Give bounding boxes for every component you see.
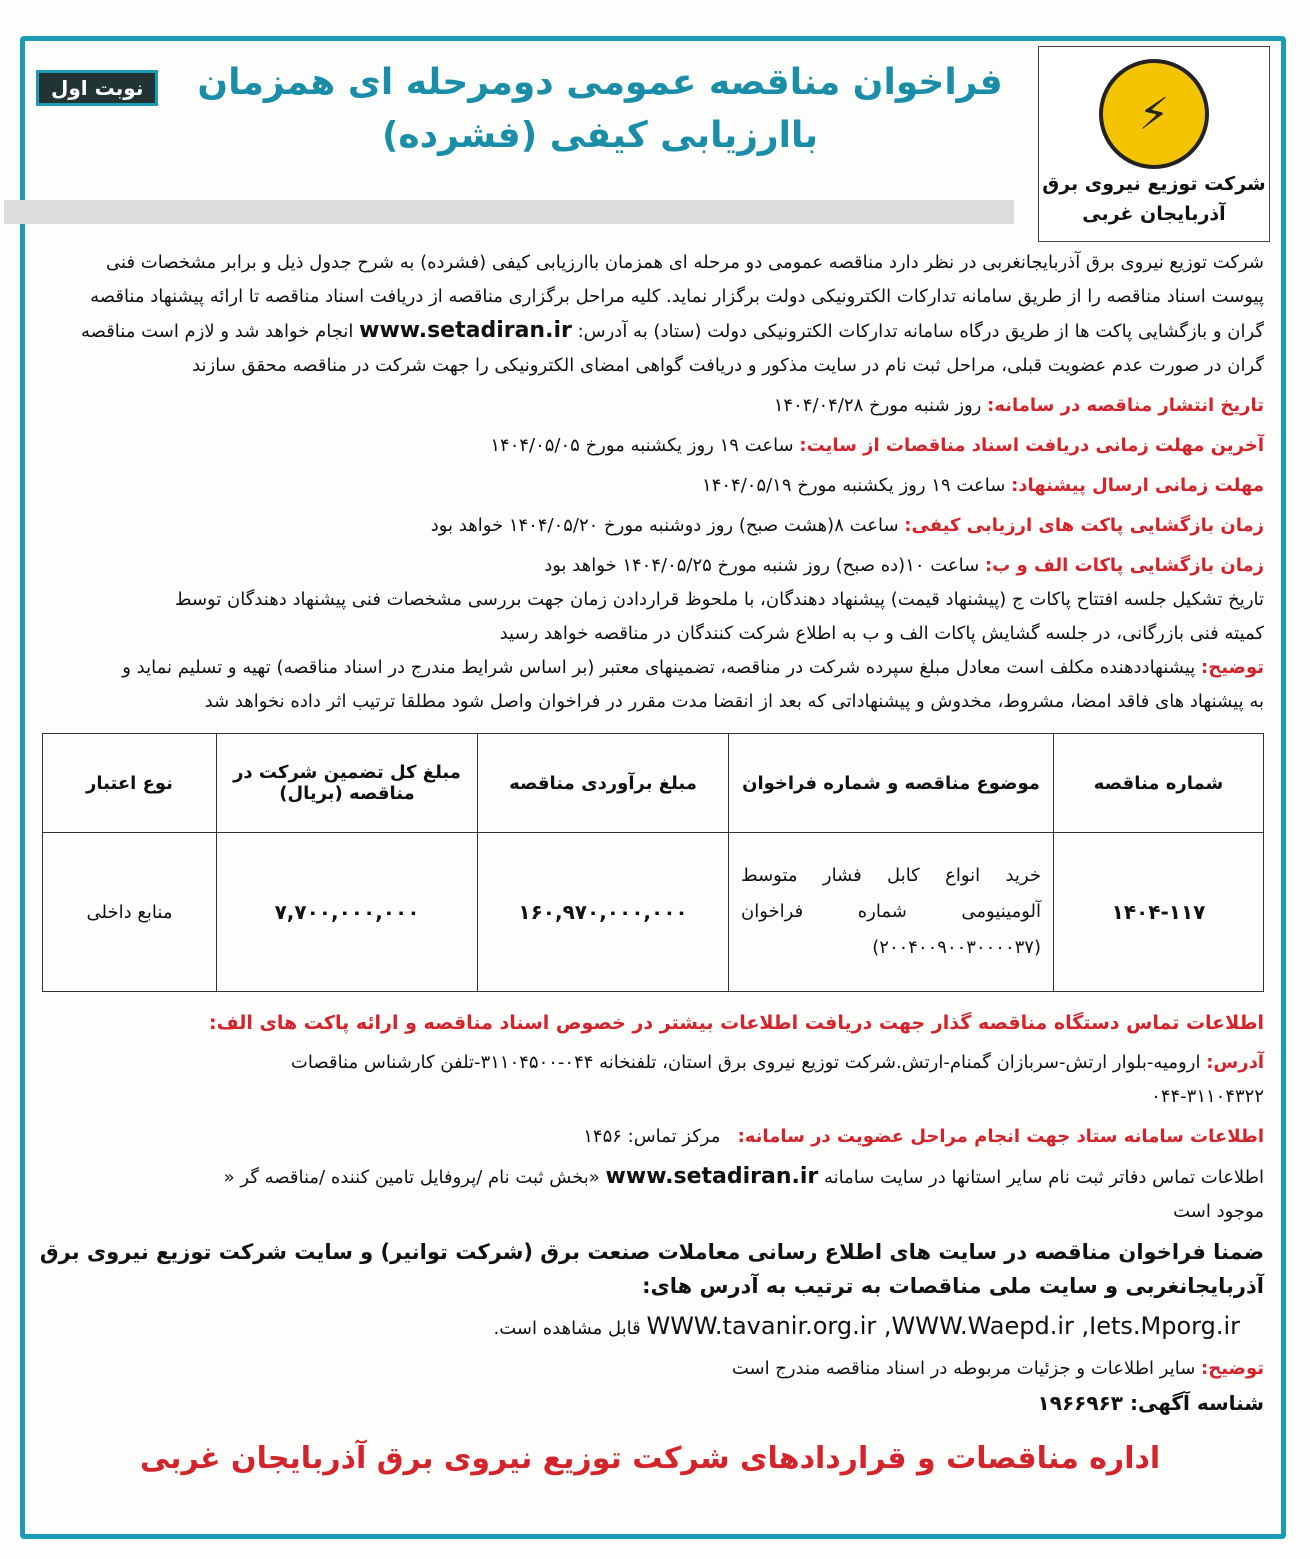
intro-text: گران و بازگشایی پاکت ها از طریق درگاه سامانه تدارکات الکترونیکی دولت (ستاد) به آدرس:: [577, 321, 1264, 342]
note-label: توضیح:: [1201, 657, 1264, 678]
date-label: تاریخ انتشار مناقصه در سامانه:: [987, 395, 1264, 416]
date-row: [36, 469, 1264, 503]
page-title: فراخوان مناقصه عمومی دومرحله ای همزمان: [197, 62, 1003, 103]
intro-line: [36, 314, 1264, 349]
electricity-logo-icon: ⚡: [1099, 59, 1209, 169]
date-value: ساعت ۱۰(ده صبح) روز شنبه مورخ ۱۴۰۴/۰۵/۲۵ خواهد بود: [544, 555, 980, 576]
offices-line: موجود است: [1173, 1201, 1264, 1222]
setad-heading: اطلاعات سامانه ستاد جهت انجام مراحل عضویت در سامانه:: [737, 1126, 1264, 1147]
date-label: آخرین مهلت زمانی دریافت اسناد مناقصات از سایت:: [799, 435, 1264, 456]
note-text: سایر اطلاعات و جزئیات مربوطه در اسناد مناقصه مندرج است: [731, 1358, 1196, 1379]
header-guarantee: مبلغ کل تضمین شرکت در مناقصه (بریال): [217, 734, 478, 833]
setad-link[interactable]: www.setadiran.ir: [605, 1164, 819, 1189]
date-value: ساعت ۱۹ روز یکشنبه مورخ ۱۴۰۴/۰۵/۰۵: [490, 435, 794, 456]
session-line: کمیته فنی بازرگانی، در جلسه گشایش پاکات الف و ب به اطلاع شرکت کنندگان در مناقصه خواهد رسید: [499, 623, 1264, 644]
header-estimate: مبلغ برآوردی مناقصه: [478, 734, 729, 833]
company-region: آذربایجان غربی: [1082, 203, 1226, 225]
call-center: مرکز تماس: ۱۴۵۶: [583, 1126, 721, 1147]
note-line: به پیشنهاد های فاقد امضا، مشروط، مخدوش و پیشنهاداتی که بعد از انقضا مدت مقرر در فراخوان واصل شود مطلقا ترتیب اثر داده نخواهد شد: [204, 691, 1264, 712]
date-value: روز شنبه مورخ ۱۴۰۴/۰۴/۲۸: [773, 395, 982, 416]
cell-credit-type: منابع داخلی: [43, 833, 217, 992]
cell-tender-number: ۱۴۰۴-۱۱۷: [1054, 833, 1264, 992]
urls-suffix: قابل مشاهده است.: [493, 1318, 641, 1339]
header-subject: موضوع مناقصه و شماره فراخوان: [729, 734, 1054, 833]
page-subtitle: باارزیابی کیفی (فشرده): [381, 114, 819, 156]
date-row: [36, 509, 1264, 543]
header-tender-number: شماره مناقصه: [1054, 734, 1264, 833]
intro-text: انجام خواهد شد و لازم است مناقصه: [80, 321, 354, 342]
date-row: [36, 429, 1264, 463]
notice-body: [36, 0, 1264, 1520]
offices-text: اطلاعات تماس دفاتر ثبت نام سایر استانها در سایت سامانه: [823, 1167, 1264, 1188]
ad-id: شناسه آگهی: ۱۹۶۶۹۶۳: [1037, 1391, 1264, 1415]
table-header-row: [43, 734, 1264, 833]
note-label: توضیح:: [1201, 1358, 1264, 1379]
intro-line: گران در صورت عدم عضویت قبلی، مراحل ثبت نام در سایت مذکور و دریافت گواهی امضای الکترونیکی را جهت شرکت در مناقصه محقق سازند: [192, 355, 1264, 376]
phone-text: ۰۴۴-۳۱۱۰۴۳۲۲: [1151, 1086, 1264, 1107]
header-credit-type: نوع اعتبار: [43, 734, 217, 833]
intro-line: پیوست اسناد مناقصه را از طریق سامانه تدارکات الکترونیکی دولت برگزار نماید. کلیه مراحل برگزاری مناقصه از دریافت اسناد مناقصه تا ارائه پیشنهاد مناقصه: [90, 286, 1264, 307]
address-text: ارومیه-بلوار ارتش-سربازان گمنام-ارتش.شرکت توزیع نیروی برق استان، تلفنخانه ۰۴۴-۳۱۱۰۴۵۰۰-تلفن کارشناس مناقصات: [290, 1052, 1201, 1073]
company-name: شرکت توزیع نیروی برق: [1042, 173, 1266, 195]
table-row: [43, 833, 1264, 992]
cell-guarantee: ۷,۷۰۰,۰۰۰,۰۰۰: [217, 833, 478, 992]
address-line: [36, 1046, 1264, 1080]
address-label: آدرس:: [1206, 1052, 1264, 1073]
offices-line: [36, 1160, 1264, 1195]
intro-line: شرکت توزیع نیروی برق آذربایجانغربی در نظر دارد مناقصه عمومی دو مرحله ای همزمان باارزیابی کیفی (فشرده) به شرح جدول ذیل و برابر مشخصات فنی: [106, 252, 1264, 273]
note-text: پیشنهاددهنده مکلف است معادل مبلغ سپرده شرکت در مناقصه، تضمینهای معتبر (بر اساس شرایط مندرج در اسناد مناقصه) تهیه و تسلیم نماید و: [122, 657, 1196, 678]
note-line: [36, 651, 1264, 685]
date-label: مهلت زمانی ارسال پیشنهاد:: [1011, 475, 1264, 496]
note2-line: [36, 1352, 1264, 1386]
also-line: آذربایجانغربی و سایت ملی مناقصات به ترتیب به آدرس های:: [642, 1274, 1264, 1298]
footer-signature: اداره مناقصات و قراردادهای شرکت توزیع نیروی برق آذربایجان غربی: [139, 1441, 1161, 1476]
date-label: زمان بازگشایی پاکت های ارزیابی کیفی:: [904, 515, 1264, 536]
offices-text: «بخش ثبت نام /پروفایل تامین کننده /مناقصه گر «: [223, 1167, 600, 1188]
tender-table: [42, 733, 1264, 992]
cell-subject: خرید انواع کابل فشار متوسط آلومینیومی شماره فراخوان (۲۰۰۴۰۰۹۰۰۳۰۰۰۰۳۷): [729, 833, 1054, 992]
date-row: [36, 389, 1264, 423]
date-value: ساعت ۸(هشت صبح) روز دوشنبه مورخ ۱۴۰۴/۰۵/۲۰ خواهد بود: [430, 515, 899, 536]
contact-heading: اطلاعات تماس دستگاه مناقصه گذار جهت دریافت اطلاعات بیشتر در خصوص اسناد مناقصه و ارائه پاکت های الف:: [208, 1012, 1264, 1034]
also-line: ضمنا فراخوان مناقصه در سایت های اطلاع رسانی معاملات صنعت برق (شرکت توانیر) و سایت شرکت توزیع نیروی برق: [39, 1240, 1264, 1264]
site-links[interactable]: WWW.tavanir.org.ir ,WWW.Waepd.ir ,Iets.Mporg.ir: [646, 1312, 1240, 1340]
setad-info-line: [36, 1120, 1264, 1154]
date-value: ساعت ۱۹ روز یکشنبه مورخ ۱۴۰۴/۰۵/۱۹: [702, 475, 1006, 496]
setad-link[interactable]: www.setadiran.ir: [359, 318, 572, 343]
session-line: تاریخ تشکیل جلسه افتتاح پاکات ج (پیشنهاد قیمت) پیشنهاد دهندگان، با ملحوظ قراردادن زمان جهت بررسی مشخصات فنی پیشنهاد دهندگان توسط: [174, 589, 1264, 610]
date-label: زمان بازگشایی پاکات الف و ب:: [984, 555, 1264, 576]
cell-estimate: ۱۶۰,۹۷۰,۰۰۰,۰۰۰: [478, 833, 729, 992]
urls-line: [36, 1309, 1264, 1346]
round-badge: نوبت اول: [36, 70, 158, 106]
date-row: [36, 549, 1264, 583]
